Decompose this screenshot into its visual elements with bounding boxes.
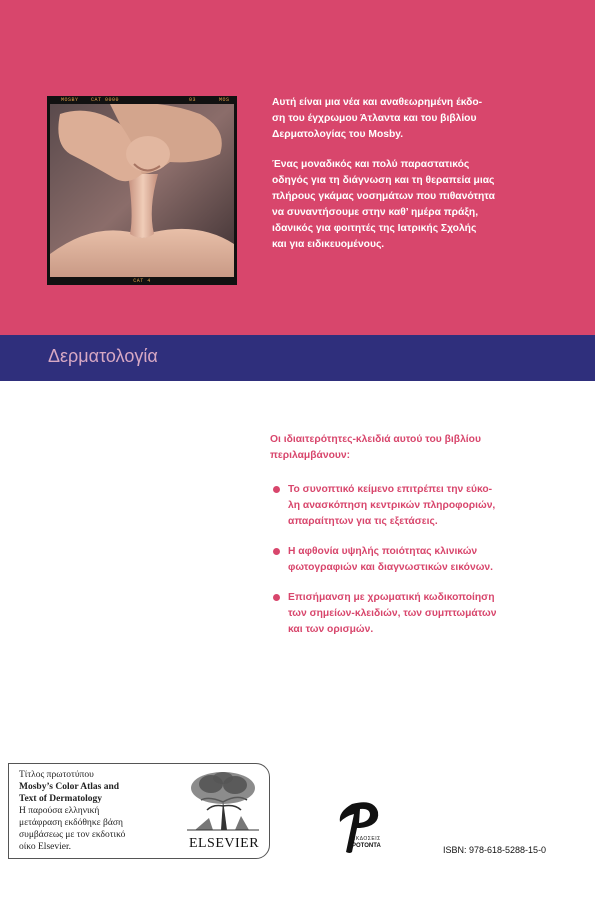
publisher-line2: ΡΟΤΟΝΤΑ bbox=[352, 843, 381, 849]
elsevier-logo-text: ELSEVIER bbox=[188, 836, 260, 851]
publisher-line1: ΕΚΔΟΣΕΙΣ bbox=[352, 836, 381, 842]
translation-note: Η παρούσα ελληνική μετάφραση εκδόθηκε βάση συμβάσεως με τον εκδοτικό οίκο Elsevier. bbox=[19, 806, 126, 852]
bullet-icon bbox=[273, 548, 280, 555]
intro-text bbox=[272, 95, 547, 267]
book-title: Δερματολογία bbox=[48, 346, 158, 366]
feature-item bbox=[270, 590, 555, 638]
original-title-box bbox=[8, 763, 270, 859]
feature-text: Επισήμανση με χρωματική κωδικοποίηση των σημείων-κλειδιών, των συμπτωμάτων και των ορισμών. bbox=[288, 592, 497, 635]
film-brand: MOSBY bbox=[61, 97, 79, 103]
film-strip-top bbox=[47, 96, 237, 104]
feature-text: Η αφθονία υψηλής ποιότητας κλινικών φωτογραφιών και διαγνωστικών εικόνων. bbox=[288, 546, 493, 573]
feature-text: Το συνοπτικό κείμενο επιτρέπει την εύκο- λη ανασκόπηση κεντρικών πληροφοριών, απαραίτητων για τις εξετάσεις. bbox=[288, 484, 496, 527]
bullet-icon bbox=[273, 594, 280, 601]
features-heading: Οι ιδιαιτερότητες-κλειδιά αυτού του βιβλίου περιλαμβάνουν: bbox=[270, 434, 481, 461]
publisher-name bbox=[352, 836, 381, 850]
original-label: Τίτλος πρωτοτύπου bbox=[19, 770, 94, 780]
intro-paragraph: Ένας μοναδικός και πολύ παραστατικός οδηγός για τη διάγνωση και τη θεραπεία μιας πλήρους γκάμας νοσημάτων που πιθανότητα να συναντήσουμε στην καθ’ ημέρα πράξη, ιδανικός για φοιτητές της Ιατρικής Σχολής και για ειδικευομένους. bbox=[272, 159, 495, 250]
intro-paragraph: Αυτή είναι μια νέα και αναθεωρημένη έκδο- ση του έγχρωμου Άτλαντα και του βιβλίου Δερματολογίας του Mosby. bbox=[272, 97, 483, 140]
film-number: 03 bbox=[189, 97, 197, 103]
film-brand-right: MOS bbox=[219, 97, 230, 103]
skin-pinch-image bbox=[50, 104, 234, 277]
isbn: ISBN: 978-618-5288-15-0 bbox=[443, 845, 547, 855]
elsevier-tree-icon bbox=[187, 770, 259, 832]
clinical-photo bbox=[47, 96, 237, 285]
publisher-logo bbox=[330, 798, 390, 856]
film-cat: CAT bbox=[91, 97, 102, 103]
original-title-text bbox=[19, 769, 181, 853]
original-book-title: Mosby’s Color Atlas and Text of Dermatology bbox=[19, 782, 120, 804]
bullet-icon bbox=[273, 486, 280, 493]
film-code: 0000 bbox=[105, 97, 120, 103]
title-bar bbox=[0, 335, 595, 381]
feature-item bbox=[270, 482, 555, 530]
feature-item bbox=[270, 544, 555, 576]
key-features bbox=[270, 432, 555, 652]
features-list bbox=[270, 482, 555, 638]
film-strip-bottom: CAT 4 bbox=[133, 278, 151, 284]
